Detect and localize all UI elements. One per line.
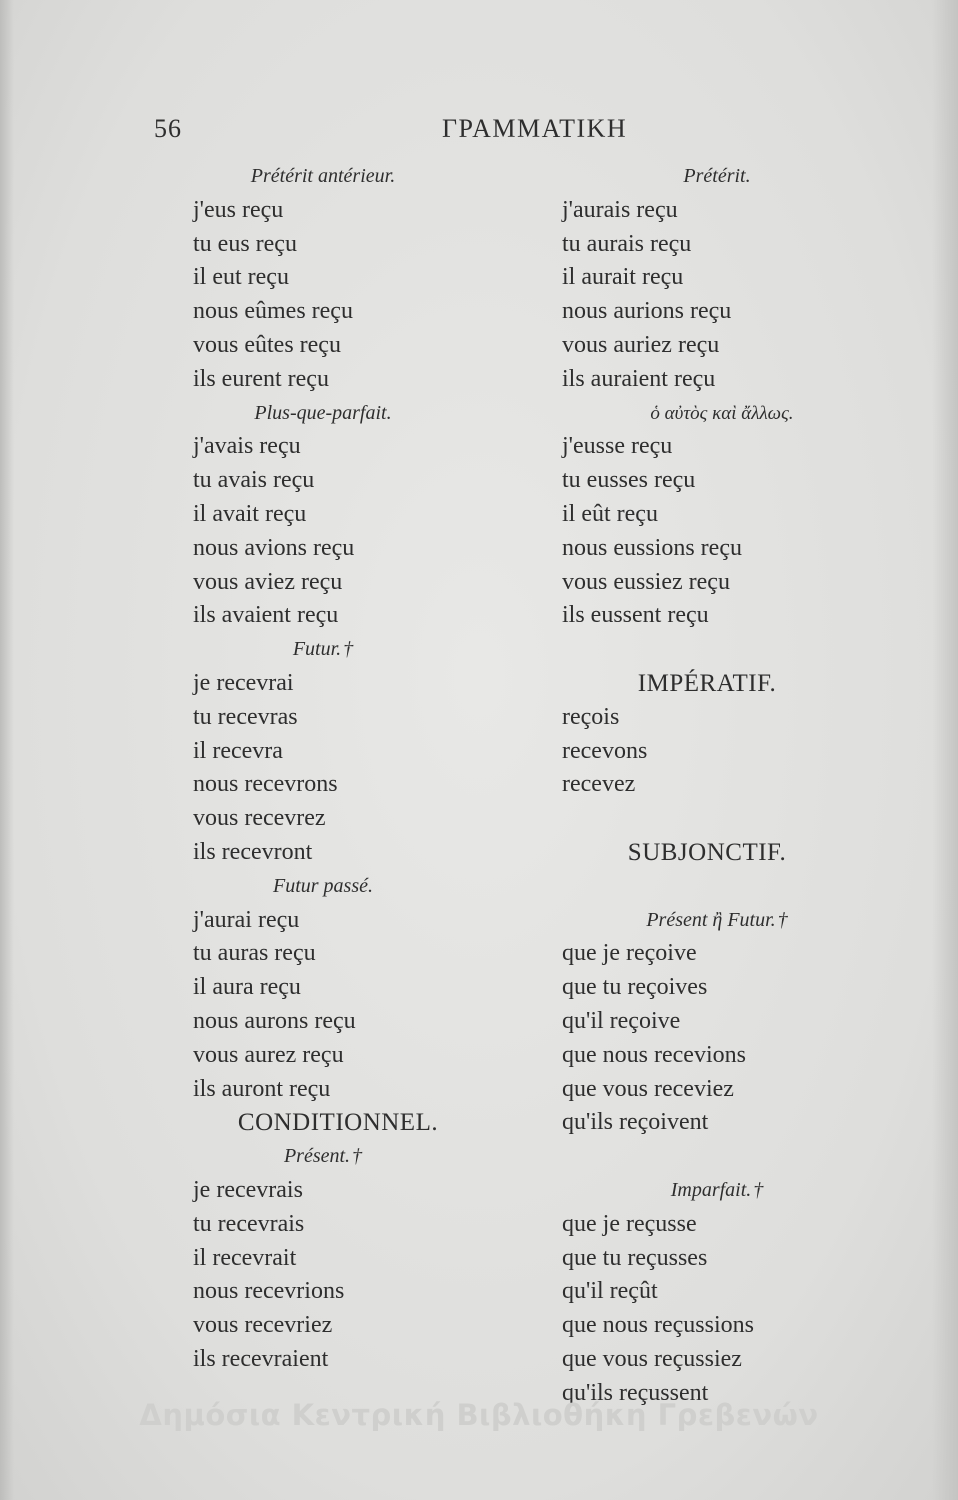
page-edge-shadow-right [932, 0, 958, 1500]
conjugation-line-text: nous eussions reçu [562, 534, 742, 561]
conjugation-line [562, 261, 892, 295]
conjugation-line-text: j'eusse reçu [562, 433, 673, 460]
tense-heading-text: Présent ἢ Futur. [646, 908, 776, 931]
conjugation-line-text: que nous reçussions [562, 1312, 754, 1339]
tense-heading-text: Prétérit. [683, 165, 751, 187]
mood-heading-text: CONDITIONNEL. [237, 1109, 439, 1137]
handwritten-cross-mark: † [343, 638, 354, 661]
conjugation-line-text: recevez [562, 771, 636, 798]
tense-heading [193, 1140, 513, 1174]
conjugation-line-text: que tu reçoives [562, 974, 708, 1001]
conjugation-line-text: tu recevras [193, 703, 298, 730]
conjugation-line-text: ils avaient reçu [193, 602, 339, 629]
conjugation-line [562, 1343, 892, 1377]
conjugation-line-text: ils eussent reçu [562, 602, 709, 629]
conjugation-line-text: que vous reçussiez [562, 1345, 742, 1372]
conjugation-line [193, 667, 513, 701]
conjugation-line [562, 937, 892, 971]
conjugation-line [193, 1039, 513, 1073]
mood-heading [562, 667, 892, 701]
conjugation-line-text: que je reçusse [562, 1210, 697, 1237]
conjugation-line-text: vous aviez reçu [193, 568, 343, 595]
mood-heading [193, 1106, 513, 1140]
conjugation-line [562, 1039, 892, 1073]
conjugation-line [193, 836, 513, 870]
page-header [150, 110, 880, 150]
conjugation-line [193, 329, 513, 363]
conjugation-line-text: vous eûtes reçu [193, 331, 341, 358]
conjugation-line [562, 1208, 892, 1242]
conjugation-line [562, 1242, 892, 1276]
conjugation-line-text: vous recevrez [193, 805, 326, 832]
conjugation-line [193, 1174, 513, 1208]
tense-heading-text: Plus-que-parfait. [254, 401, 392, 424]
conjugation-line-text: nous eûmes reçu [193, 298, 353, 325]
conjugation-line-text: qu'ils reçoivent [562, 1109, 709, 1136]
mood-heading [562, 836, 892, 870]
conjugation-line-text: j'avais reçu [193, 433, 301, 460]
conjugation-line-text: nous recevrions [193, 1278, 345, 1305]
conjugation-line [193, 295, 513, 329]
tense-heading [193, 397, 513, 431]
conjugation-line-text: il aura reçu [193, 974, 301, 1001]
conjugation-line [193, 1073, 513, 1107]
handwritten-cross-mark: † [352, 1145, 363, 1168]
conjugation-line [193, 194, 513, 228]
conjugation-line-text: ils recevront [193, 838, 313, 865]
conjugation-line [193, 261, 513, 295]
conjugation-line-text: il avait reçu [193, 500, 307, 527]
page-edge-shadow-left [0, 0, 14, 1500]
conjugation-line-text: qu'il reçût [562, 1278, 658, 1305]
conjugation-line-text: recevons [562, 737, 648, 764]
tense-heading [193, 160, 513, 194]
conjugation-line [193, 566, 513, 600]
conjugation-line-text: j'aurai reçu [193, 906, 300, 933]
conjugation-line [193, 802, 513, 836]
conjugation-line-text: j'aurais reçu [562, 196, 678, 223]
blank-line [562, 870, 892, 904]
conjugation-line-text: je recevrais [193, 1176, 303, 1203]
greek-note-text: ὁ αὐτὸς καὶ ἄλλως. [650, 402, 794, 424]
conjugation-line [562, 1073, 892, 1107]
conjugation-line [193, 1275, 513, 1309]
handwritten-cross-mark: † [777, 908, 788, 931]
page-number: 56 [154, 114, 182, 143]
left-conjugation-column [193, 160, 513, 1377]
conjugation-line-text: nous avions reçu [193, 534, 355, 561]
conjugation-line-text: tu eusses reçu [562, 467, 696, 494]
conjugation-line-text: qu'il reçoive [562, 1007, 681, 1034]
conjugation-line [562, 295, 892, 329]
conjugation-line [562, 735, 892, 769]
conjugation-line-text: il recevrait [193, 1244, 297, 1271]
conjugation-line [193, 1005, 513, 1039]
conjugation-line [562, 768, 892, 802]
mood-heading-text: IMPÉRATIF. [637, 669, 777, 697]
blank-line [562, 802, 892, 836]
mood-heading-text: SUBJONCTIF. [627, 838, 787, 866]
conjugation-line-text: que nous recevions [562, 1041, 746, 1068]
greek-note [562, 397, 892, 431]
tense-heading [193, 870, 513, 904]
conjugation-line [193, 464, 513, 498]
conjugation-line-text: nous aurions reçu [562, 298, 732, 325]
conjugation-line [562, 566, 892, 600]
conjugation-line [562, 701, 892, 735]
conjugation-line-text: tu recevrais [193, 1210, 305, 1237]
conjugation-line [193, 430, 513, 464]
conjugation-line-text: que tu reçusses [562, 1244, 708, 1271]
conjugation-line [562, 971, 892, 1005]
conjugation-line [193, 701, 513, 735]
conjugation-line [193, 768, 513, 802]
conjugation-line [562, 1005, 892, 1039]
conjugation-line [562, 1275, 892, 1309]
tense-heading [562, 1174, 892, 1208]
conjugation-line-text: il recevra [193, 737, 283, 764]
conjugation-line-text: tu avais reçu [193, 467, 315, 494]
conjugation-line [193, 1343, 513, 1377]
conjugation-line [193, 937, 513, 971]
tense-heading [562, 160, 892, 194]
blank-line [562, 1140, 892, 1174]
tense-heading-text: Futur. [292, 638, 342, 661]
conjugation-line [193, 532, 513, 566]
conjugation-line-text: ils auraient reçu [562, 365, 716, 392]
conjugation-line [562, 532, 892, 566]
conjugation-line-text: nous recevrons [193, 771, 338, 798]
conjugation-line-text: qu'ils reçussent [562, 1379, 709, 1406]
right-conjugation-column [562, 160, 892, 1410]
conjugation-line [562, 194, 892, 228]
tense-heading [562, 904, 892, 938]
conjugation-line [193, 498, 513, 532]
conjugation-line-text: il eût reçu [562, 500, 658, 527]
conjugation-line-text: tu eus reçu [193, 230, 297, 257]
conjugation-line-text: vous eussiez reçu [562, 568, 730, 595]
conjugation-line-text: que vous receviez [562, 1075, 734, 1102]
conjugation-line [562, 363, 892, 397]
conjugation-line [193, 599, 513, 633]
conjugation-line [562, 329, 892, 363]
conjugation-line-text: ils auront reçu [193, 1075, 331, 1102]
conjugation-line [193, 1242, 513, 1276]
conjugation-line-text: tu aurais reçu [562, 230, 692, 257]
conjugation-line-text: que je reçoive [562, 940, 697, 967]
conjugation-line [193, 735, 513, 769]
conjugation-line-text: je recevrai [193, 669, 294, 696]
conjugation-line [562, 430, 892, 464]
conjugation-line-text: vous aurez reçu [193, 1041, 344, 1068]
tense-heading [193, 633, 513, 667]
conjugation-line [193, 904, 513, 938]
conjugation-line [193, 1208, 513, 1242]
conjugation-line [562, 498, 892, 532]
running-title: ΓΡΑΜΜΑΤΙΚΗ [442, 114, 628, 143]
blank-line [562, 633, 892, 667]
conjugation-line-text: il eut reçu [193, 264, 289, 291]
conjugation-line-text: ils eurent reçu [193, 365, 329, 392]
conjugation-line [193, 971, 513, 1005]
conjugation-line-text: il aurait reçu [562, 264, 684, 291]
conjugation-line [562, 1106, 892, 1140]
conjugation-line-text: vous auriez reçu [562, 331, 720, 358]
conjugation-line [562, 599, 892, 633]
conjugation-line-text: vous recevriez [193, 1312, 333, 1339]
conjugation-line [562, 228, 892, 262]
conjugation-line-text: reçois [562, 703, 620, 730]
conjugation-line [193, 363, 513, 397]
library-watermark: Δημόσια Κεντρική Βιβλιοθήκη Γρεβενών [139, 1398, 819, 1432]
tense-heading-text: Prétérit antérieur. [250, 165, 396, 187]
conjugation-line [193, 228, 513, 262]
conjugation-line-text: ils recevraient [193, 1345, 329, 1372]
conjugation-line [562, 1309, 892, 1343]
conjugation-line [193, 1309, 513, 1343]
conjugation-line-text: tu auras reçu [193, 940, 316, 967]
handwritten-cross-mark: † [753, 1178, 764, 1201]
tense-heading-text: Présent. [283, 1145, 351, 1168]
tense-heading-text: Imparfait. [670, 1178, 752, 1201]
conjugation-line [562, 464, 892, 498]
conjugation-line-text: nous aurons reçu [193, 1007, 356, 1034]
conjugation-line-text: j'eus reçu [193, 196, 284, 223]
tense-heading-text: Futur passé. [273, 874, 373, 897]
